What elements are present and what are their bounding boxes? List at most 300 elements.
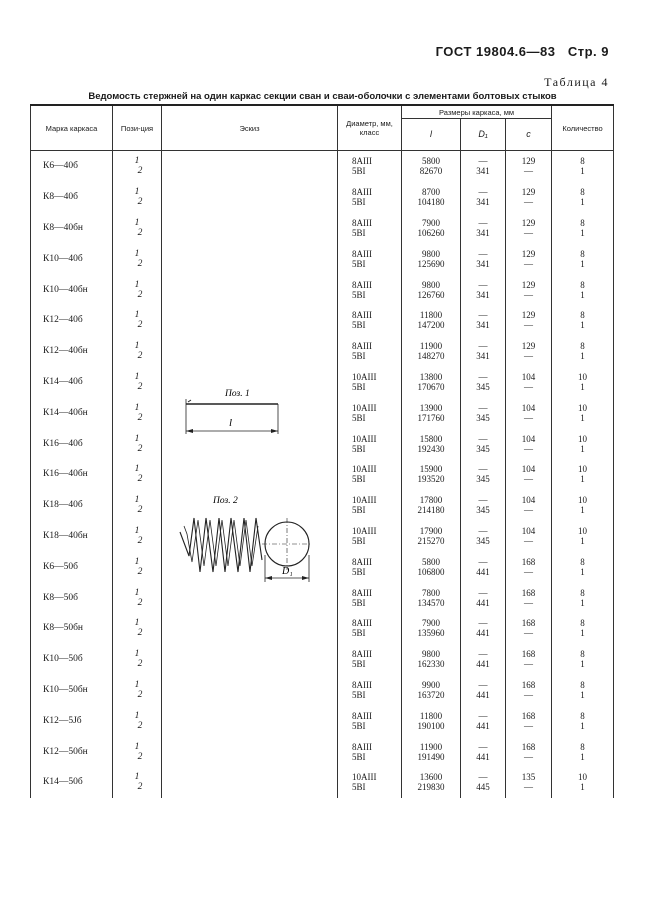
diameter-2: 5BI	[352, 689, 366, 700]
length-cell	[402, 274, 461, 305]
position-1: 1	[134, 371, 140, 382]
d1-value-2: 441	[476, 628, 490, 639]
c-cell	[506, 459, 552, 490]
poz1-label: Поз. 1	[225, 389, 250, 399]
length-1: 11800	[419, 710, 443, 721]
quantity-cell	[552, 490, 614, 521]
sketch-cell	[162, 243, 338, 274]
length-2: 148270	[417, 351, 445, 362]
rebar-schedule-table	[30, 104, 614, 798]
d1-value-1: —	[478, 679, 488, 690]
position-1: 1	[134, 217, 140, 228]
d1-cell	[461, 521, 506, 552]
length-2: 214180	[417, 505, 445, 516]
length-cell	[402, 397, 461, 428]
diameter-cell	[338, 767, 402, 798]
quantity-2: 1	[580, 258, 585, 269]
c-value-2: —	[524, 320, 534, 331]
c-cell	[506, 644, 552, 675]
position-1: 1	[134, 248, 140, 259]
c-value-1: 104	[521, 433, 536, 444]
length-1: 15800	[419, 433, 443, 444]
quantity-cell	[552, 274, 614, 305]
d1-value-1: —	[478, 341, 488, 352]
position-1: 1	[134, 187, 140, 198]
length-1: 11800	[419, 310, 443, 321]
quantity-cell	[552, 613, 614, 644]
position-2: 2	[137, 597, 143, 608]
poz2-label: Поз. 2	[213, 496, 238, 506]
c-cell	[506, 705, 552, 736]
c-value-1: 104	[521, 402, 536, 413]
quantity-2: 1	[580, 628, 585, 639]
quantity-cell	[552, 151, 614, 182]
table-row	[31, 767, 614, 798]
length-1: 15900	[419, 464, 443, 475]
d1-value-2: 441	[476, 597, 490, 608]
c-cell	[506, 767, 552, 798]
d1-cell	[461, 336, 506, 367]
quantity-2: 1	[580, 782, 585, 793]
d1-cell	[461, 613, 506, 644]
d1-value-1: —	[478, 310, 488, 321]
d1-value-1: —	[478, 772, 488, 783]
diameter-1: 8AIII	[352, 618, 372, 629]
frame-mark-cell: К16—40б	[31, 428, 113, 459]
quantity-cell	[552, 182, 614, 213]
d1-value-1: —	[478, 433, 488, 444]
c-cell	[506, 213, 552, 244]
d1-value-2: 345	[476, 412, 490, 423]
table-row	[31, 675, 614, 706]
sketch-cell	[162, 213, 338, 244]
d1-value-2: 445	[476, 782, 490, 793]
d1-value-2: 341	[476, 197, 490, 208]
length-cell	[402, 582, 461, 613]
diameter-cell	[338, 274, 402, 305]
quantity-2: 1	[580, 720, 585, 731]
d1-cell	[461, 644, 506, 675]
frame-mark-cell: К8—50б	[31, 582, 113, 613]
length-1: 9800	[422, 649, 440, 660]
position-cell	[113, 213, 162, 244]
table-row	[31, 243, 614, 274]
sketch-cell	[162, 367, 338, 398]
d1-cell	[461, 459, 506, 490]
length-2: 190100	[417, 720, 445, 731]
c-cell	[506, 613, 552, 644]
position-1: 1	[134, 525, 140, 536]
length-cell	[402, 675, 461, 706]
d1-cell	[461, 705, 506, 736]
quantity-1: 10	[578, 402, 588, 413]
position-cell	[113, 490, 162, 521]
table-row	[31, 428, 614, 459]
position-cell	[113, 644, 162, 675]
length-1: 9800	[422, 279, 440, 290]
quantity-1: 8	[580, 710, 585, 721]
c-cell	[506, 490, 552, 521]
quantity-2: 1	[580, 474, 585, 485]
quantity-2: 1	[580, 197, 585, 208]
length-2: 191490	[417, 751, 445, 762]
c-value-2: —	[524, 197, 534, 208]
length-2: 171760	[417, 412, 445, 423]
diameter-1: 8AIII	[352, 710, 372, 721]
length-2: 106260	[417, 227, 445, 238]
length-cell	[402, 644, 461, 675]
quantity-2: 1	[580, 381, 585, 392]
col-mark-header: Марка каркаса	[31, 105, 113, 151]
frame-mark-cell: К10—40б	[31, 243, 113, 274]
col-d1-header: D₁	[461, 119, 506, 151]
quantity-1: 10	[578, 464, 588, 475]
frame-mark-cell: К14—50б	[31, 767, 113, 798]
c-value-1: 129	[521, 341, 536, 352]
d1-value-2: 441	[476, 751, 490, 762]
length-1: 13900	[419, 402, 443, 413]
page-header	[436, 44, 609, 59]
quantity-cell	[552, 582, 614, 613]
table-row	[31, 613, 614, 644]
d1-value-1: —	[478, 279, 488, 290]
quantity-1: 8	[580, 649, 585, 660]
table-row	[31, 736, 614, 767]
col-c-header: c	[506, 119, 552, 151]
col-quantity-header: Количество	[552, 105, 614, 151]
length-2: 163720	[417, 689, 445, 700]
d1-value-1: —	[478, 464, 488, 475]
diameter-2: 5BI	[352, 227, 366, 238]
position-2: 2	[137, 505, 143, 516]
position-cell	[113, 367, 162, 398]
diameter-1: 8AIII	[352, 679, 372, 690]
quantity-1: 10	[578, 495, 588, 506]
sketch-cell	[162, 274, 338, 305]
diameter-2: 5BI	[352, 566, 366, 577]
diameter-1: 10AIII	[352, 772, 377, 783]
sketch-cell	[162, 336, 338, 367]
c-value-2: —	[524, 505, 534, 516]
c-value-2: —	[524, 258, 534, 269]
quantity-cell	[552, 243, 614, 274]
table-row	[31, 213, 614, 244]
position-2: 2	[137, 720, 143, 731]
frame-mark-cell: К10—40бн	[31, 274, 113, 305]
quantity-cell	[552, 397, 614, 428]
diameter-cell	[338, 367, 402, 398]
d1-cell	[461, 305, 506, 336]
diameter-1: 10AIII	[352, 371, 377, 382]
quantity-2: 1	[580, 597, 585, 608]
diameter-1: 10AIII	[352, 525, 377, 536]
diameter-2: 5BI	[352, 381, 366, 392]
sketch-cell	[162, 182, 338, 213]
sketch-cell	[162, 397, 338, 428]
position-cell	[113, 243, 162, 274]
length-cell	[402, 613, 461, 644]
c-value-1: 168	[521, 710, 536, 721]
length-2: 219830	[417, 782, 445, 793]
col-sketch-header: Эскиз	[162, 105, 338, 151]
quantity-2: 1	[580, 320, 585, 331]
c-value-1: 168	[521, 649, 536, 660]
position-2: 2	[137, 351, 143, 362]
diameter-cell	[338, 736, 402, 767]
position-1: 1	[134, 710, 140, 721]
c-value-1: 104	[521, 495, 536, 506]
position-2: 2	[137, 782, 143, 793]
quantity-1: 10	[578, 772, 588, 783]
quantity-cell	[552, 428, 614, 459]
table-caption: Ведомость стержней на один каркас секции сван и сваи-оболочки с элементами болтовых стыков	[88, 91, 557, 102]
quantity-cell	[552, 675, 614, 706]
diameter-2: 5BI	[352, 351, 366, 362]
position-2: 2	[137, 474, 143, 485]
position-1: 1	[134, 772, 140, 783]
d1-value-2: 341	[476, 258, 490, 269]
quantity-1: 8	[580, 187, 585, 198]
d1-value-2: 341	[476, 227, 490, 238]
table-row	[31, 305, 614, 336]
length-2: 193520	[417, 474, 445, 485]
position-cell	[113, 675, 162, 706]
position-cell	[113, 767, 162, 798]
c-value-1: 104	[521, 371, 536, 382]
d1-value-1: —	[478, 649, 488, 660]
c-value-2: —	[524, 782, 534, 793]
frame-mark-cell: К12—50бн	[31, 736, 113, 767]
diameter-1: 8AIII	[352, 156, 372, 167]
d1-cell	[461, 182, 506, 213]
c-value-2: —	[524, 227, 534, 238]
c-cell	[506, 305, 552, 336]
c-value-2: —	[524, 566, 534, 577]
c-value-2: —	[524, 628, 534, 639]
d1-cell	[461, 582, 506, 613]
frame-mark-cell: К18—40бн	[31, 521, 113, 552]
length-1: 13800	[419, 371, 443, 382]
sketch-cell	[162, 551, 338, 582]
d1-value-1: —	[478, 525, 488, 536]
position-2: 2	[137, 227, 143, 238]
table-row	[31, 397, 614, 428]
position-1: 1	[134, 649, 140, 660]
quantity-1: 8	[580, 217, 585, 228]
diameter-cell	[338, 182, 402, 213]
d1-value-1: —	[478, 217, 488, 228]
table-row	[31, 644, 614, 675]
sketch-cell	[162, 767, 338, 798]
length-1: 13600	[419, 772, 443, 783]
frame-mark-cell: К18—40б	[31, 490, 113, 521]
diameter-cell	[338, 397, 402, 428]
length-1: 17900	[419, 525, 443, 536]
length-cell	[402, 243, 461, 274]
quantity-cell	[552, 305, 614, 336]
position-cell	[113, 151, 162, 182]
table-row	[31, 336, 614, 367]
position-cell	[113, 705, 162, 736]
d1-cell	[461, 367, 506, 398]
d1-value-1: —	[478, 587, 488, 598]
diameter-1: 8AIII	[352, 587, 372, 598]
length-2: 125690	[417, 258, 445, 269]
d1-value-1: —	[478, 618, 488, 629]
quantity-2: 1	[580, 659, 585, 670]
diameter-cell	[338, 243, 402, 274]
d1-value-2: 345	[476, 381, 490, 392]
length-2: 126760	[417, 289, 445, 300]
quantity-cell	[552, 521, 614, 552]
quantity-1: 8	[580, 741, 585, 752]
length-2: 82670	[419, 166, 443, 177]
diameter-2: 5BI	[352, 782, 366, 793]
d1-value-2: 345	[476, 505, 490, 516]
frame-mark-cell: К8—40бн	[31, 213, 113, 244]
c-value-2: —	[524, 720, 534, 731]
table-row	[31, 490, 614, 521]
sketch-cell	[162, 705, 338, 736]
quantity-1: 8	[580, 279, 585, 290]
position-1: 1	[134, 618, 140, 629]
col-diameter-header: Диаметр, мм, класс	[338, 105, 402, 151]
c-cell	[506, 551, 552, 582]
c-cell	[506, 182, 552, 213]
sketch-cell	[162, 305, 338, 336]
d1-cell	[461, 675, 506, 706]
c-value-1: 129	[521, 217, 536, 228]
length-cell	[402, 736, 461, 767]
diameter-2: 5BI	[352, 474, 366, 485]
quantity-1: 8	[580, 156, 585, 167]
quantity-2: 1	[580, 751, 585, 762]
quantity-2: 1	[580, 689, 585, 700]
c-value-1: 104	[521, 525, 536, 536]
table-row	[31, 182, 614, 213]
length-1: 17800	[419, 495, 443, 506]
d1-value-2: 441	[476, 689, 490, 700]
diameter-1: 8AIII	[352, 187, 372, 198]
sketch-cell	[162, 459, 338, 490]
c-cell	[506, 582, 552, 613]
position-2: 2	[137, 751, 143, 762]
diameter-2: 5BI	[352, 720, 366, 731]
c-value-1: 104	[521, 464, 536, 475]
c-value-2: —	[524, 751, 534, 762]
quantity-1: 8	[580, 679, 585, 690]
diameter-cell	[338, 705, 402, 736]
diameter-1: 8AIII	[352, 341, 372, 352]
position-cell	[113, 428, 162, 459]
table-body	[31, 151, 614, 798]
frame-mark-cell: К10—50бн	[31, 675, 113, 706]
position-cell	[113, 336, 162, 367]
c-cell	[506, 274, 552, 305]
table-row	[31, 582, 614, 613]
c-value-2: —	[524, 289, 534, 300]
diameter-cell	[338, 582, 402, 613]
length-1: 11900	[419, 341, 443, 352]
quantity-cell	[552, 459, 614, 490]
length-cell	[402, 151, 461, 182]
d1-cell	[461, 428, 506, 459]
diameter-2: 5BI	[352, 659, 366, 670]
length-2: 106800	[417, 566, 445, 577]
quantity-2: 1	[580, 443, 585, 454]
quantity-1: 10	[578, 525, 588, 536]
quantity-cell	[552, 551, 614, 582]
sketch-cell	[162, 736, 338, 767]
table-row	[31, 459, 614, 490]
length-cell	[402, 459, 461, 490]
length-cell	[402, 305, 461, 336]
quantity-cell	[552, 705, 614, 736]
quantity-cell	[552, 336, 614, 367]
d1-value-2: 345	[476, 535, 490, 546]
diameter-2: 5BI	[352, 289, 366, 300]
c-value-1: 168	[521, 556, 536, 567]
frame-mark-cell: К12—5Jб	[31, 705, 113, 736]
length-cell	[402, 336, 461, 367]
d1-cell	[461, 551, 506, 582]
frame-mark-cell: К12—40бн	[31, 336, 113, 367]
d1-value-2: 341	[476, 289, 490, 300]
c-cell	[506, 151, 552, 182]
position-1: 1	[134, 433, 140, 444]
table-row	[31, 705, 614, 736]
c-value-2: —	[524, 381, 534, 392]
position-cell	[113, 459, 162, 490]
quantity-2: 1	[580, 289, 585, 300]
c-value-1: 129	[521, 187, 536, 198]
diameter-2: 5BI	[352, 597, 366, 608]
d1-value-1: —	[478, 710, 488, 721]
quantity-2: 1	[580, 351, 585, 362]
d1-value-2: 341	[476, 320, 490, 331]
c-cell	[506, 675, 552, 706]
diameter-2: 5BI	[352, 197, 366, 208]
quantity-1: 8	[580, 618, 585, 629]
length-1: 9900	[422, 679, 440, 690]
diameter-1: 10AIII	[352, 402, 377, 413]
c-value-1: 129	[521, 279, 536, 290]
diameter-1: 8AIII	[352, 248, 372, 259]
quantity-2: 1	[580, 535, 585, 546]
table-row	[31, 367, 614, 398]
frame-mark-cell: К16—40бн	[31, 459, 113, 490]
position-1: 1	[134, 587, 140, 598]
position-1: 1	[134, 156, 140, 167]
d1-cell	[461, 767, 506, 798]
col-dimensions-header: Размеры каркаса, мм	[402, 105, 552, 119]
d1-value-1: —	[478, 187, 488, 198]
length-cell	[402, 767, 461, 798]
quantity-1: 8	[580, 556, 585, 567]
position-cell	[113, 305, 162, 336]
length-2: 215270	[417, 535, 445, 546]
length-cell	[402, 367, 461, 398]
sketch-cell	[162, 644, 338, 675]
col-position-header: Пози-ция	[113, 105, 162, 151]
c-value-1: 129	[521, 310, 536, 321]
position-1: 1	[134, 402, 140, 413]
frame-mark-cell: К14—40б	[31, 367, 113, 398]
position-1: 1	[134, 495, 140, 506]
length-1: 7900	[422, 618, 440, 629]
d1-value-2: 441	[476, 566, 490, 577]
quantity-1: 8	[580, 310, 585, 321]
